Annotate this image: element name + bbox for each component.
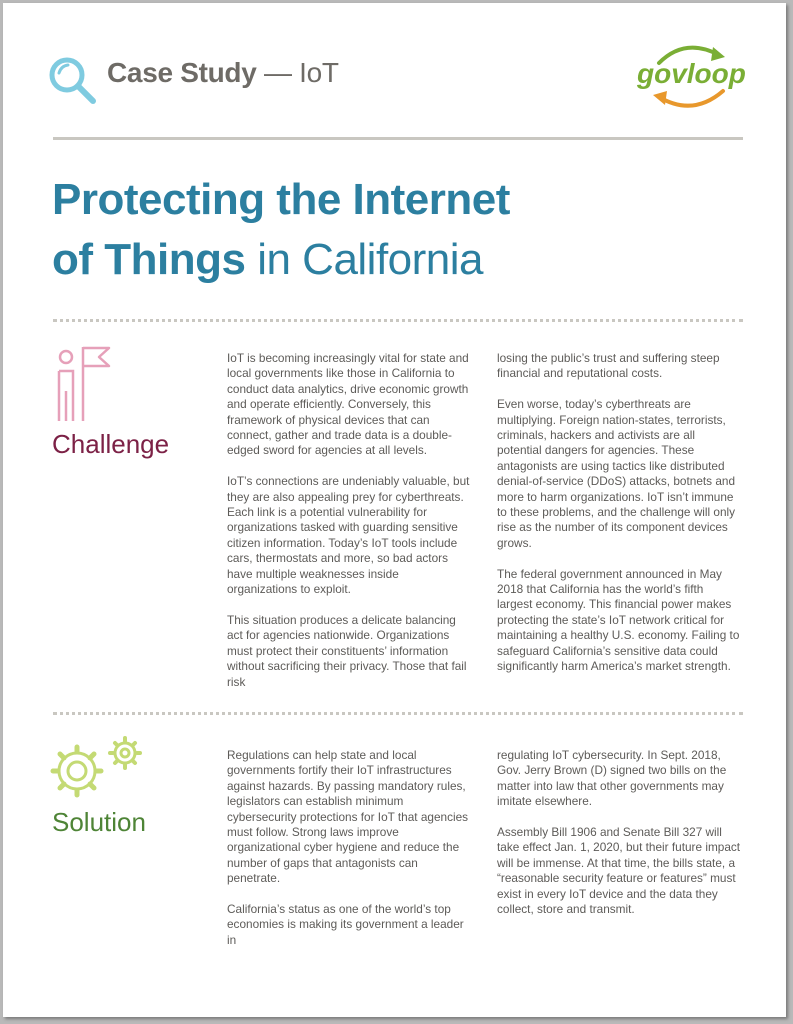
paragraph: Even worse, today’s cyberthreats are multiplying. Foreign nation-states, terrorists, criminals, hackers and activists are all potential dangers for agencies. These antagonists are using tactics like distributed denial-of-service (DDoS) attacks, botnets and more to harm organizations. IoT isn’t immune to these problems, and the challenge will only rise as the number of its component devices grows. bbox=[497, 397, 736, 550]
header-divider bbox=[53, 137, 743, 140]
paragraph: This situation produces a delicate balancing act for agencies nationwide. Organizations must protect their constituents’ information without sacrificing their privacy. Those that fail risk bbox=[227, 612, 467, 689]
section-divider bbox=[53, 712, 743, 715]
paragraph: regulating IoT cybersecurity. In Sept. 2018, Gov. Jerry Brown (D) signed two bills on the matter into law that other governments may imitate elsewhere. bbox=[497, 748, 727, 809]
page-title bbox=[52, 170, 752, 290]
govloop-logo bbox=[629, 39, 749, 111]
paragraph: California’s status as one of the world’s top economies is making its government a leader in bbox=[227, 902, 464, 947]
search-icon bbox=[45, 53, 101, 109]
paragraph: The federal government announced in May 2018 that California has the world’s fifth largest economy. This financial power makes protecting the state’s IoT network critical for maintaining a healthy U.S. economy. Failing to safeguard California’s sensitive data could significantly harm America’s market strength. bbox=[497, 566, 740, 674]
title-line-2-bold: of Things bbox=[52, 235, 246, 284]
case-study-topic: — IoT bbox=[256, 57, 339, 88]
document-page bbox=[3, 3, 786, 1017]
solution-column-2 bbox=[497, 748, 742, 933]
paragraph: IoT’s connections are undeniably valuable, but they are also appealing prey for cyberthreats. Each link is a potential vulnerability for organizations tasked with guarding sensitive citizen information. Today’s IoT tools include cars, thermostats and more, so bad actors have multiple weaknesses inside organizations to exploit. bbox=[227, 474, 470, 597]
paragraph: losing the public’s trust and suffering steep financial and reputational costs. bbox=[497, 351, 720, 381]
gears-icon bbox=[47, 733, 145, 803]
title-line-1: Protecting the Internet bbox=[52, 175, 510, 224]
solution-column-1 bbox=[227, 748, 472, 964]
challenge-column-1 bbox=[227, 351, 472, 705]
paragraph: Assembly Bill 1906 and Senate Bill 327 will take effect Jan. 1, 2020, but their future impact will be immense. At that time, the bills state, a “reasonable security feature or features” must exist in every IoT device and the data they collect, store and transmit. bbox=[497, 825, 741, 917]
case-study-header bbox=[107, 57, 339, 89]
paragraph: Regulations can help state and local governments fortify their IoT infrastructures against hazards. By passing mandatory rules, legislators can establish minimum cybersecurity protections for IoT that agencies must follow. Strong laws improve organizational cyber hygiene and reduce the number of gaps that antagonists can penetrate. bbox=[227, 748, 469, 886]
logo-text: govloop bbox=[637, 58, 746, 89]
person-with-flag-icon bbox=[53, 343, 125, 425]
case-study-label: Case Study bbox=[107, 57, 257, 88]
challenge-heading: Challenge bbox=[52, 429, 170, 459]
title-line-2-rest: in California bbox=[245, 235, 484, 284]
section-divider bbox=[53, 319, 743, 322]
challenge-column-2 bbox=[497, 351, 742, 690]
paragraph: IoT is becoming increasingly vital for state and local governments like those in California to conduct data analytics, drive economic growth and operate efficiently. Conversely, this framework of physical devices that can connect, gather and trade data is a double-edged sword for agencies at all levels. bbox=[227, 351, 469, 458]
solution-heading: Solution bbox=[52, 807, 146, 837]
